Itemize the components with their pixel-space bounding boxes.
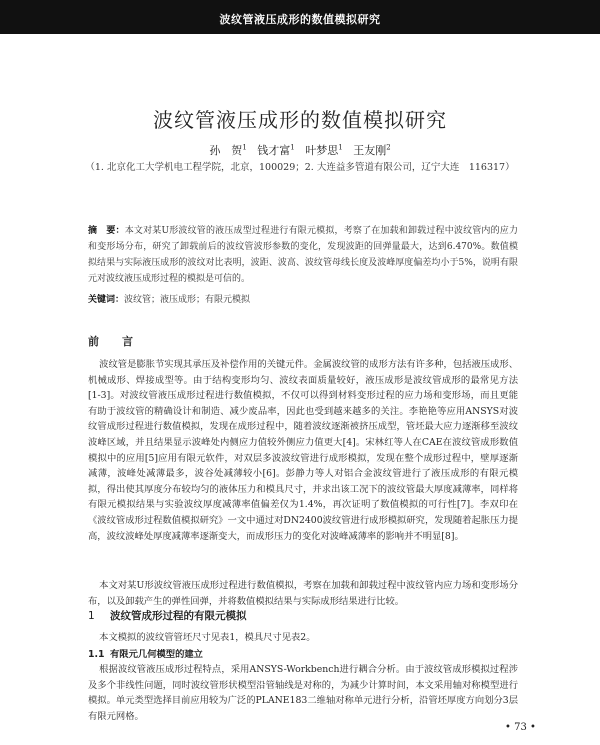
paragraph-intro: 波纹管是膨胀节实现其承压及补偿作用的关键元件。金属波纹管的成形方法有许多种，包括液压成形、机械成形、焊接成型等。由于结构变形均匀、波纹表面质量较好，液压成形是波纹管成形的最常见方法[1-3]。对波纹管液压成形过程进行数值模拟，不仅可以得到材料变形过程的应力场和变形场，而且更能有助于波纹管的精确设计和制造、减少废品率，因此也受到越来越多的关注。李艳艳等应用ANSYS对波纹管成形过程进行数值模拟，发现在成形过程中，随着波纹逐渐被挤压成型，管坯最大应力逐渐移至波纹波峰区域，并且结果显示波峰处内侧应力值较外侧应力值更大[4]。宋林红等人在CAE在波纹管成形数值模拟中的应用[5]应用有限元软件，对双层多波波纹管进行成形模拟，发现在整个成形过程中，壁厚逐渐减薄，波峰处减薄最多，波谷处减薄较小[6]。彭静力等人对铝合金波纹管进行了液压成形的有限元模拟，得出使其厚度分布较均匀的液体压力和模具尺寸，并求出该工况下的波纹管最大厚度减薄率，同样将有限元模拟结果与实验波纹厚度减薄率值偏差仅为1.4%，再次证明了数值模拟的可行性[7]。李双印在《波纹管成形过程数值模拟研究》一文中通过对DN2400波纹管进行成形模拟研究，发现随着起胀压力提高，波纹波峰处厚度减薄率逐渐变大，而成形压力的变化对波峰减薄率的影响并不明显[8]。 (88, 359, 518, 542)
author-4: 王友刚 (353, 144, 387, 157)
keywords-label: 关键词： (88, 295, 125, 305)
running-header: 波纹管液压成形的数值模拟研究 (219, 13, 381, 26)
abstract (88, 223, 518, 287)
paragraph-model: 根据波纹管液压成形过程特点，采用ANSYS-Workbench进行耦合分析。由于波纹管成形模拟过程涉及多个非线性问题，同时波纹管形状模型沿管轴线是对称的，为减少计算时间，本文采用轴对称模型进行模拟。单元类型选择目前应用较为广泛的PLANE183二维轴对称单元进行分析，沿管坯厚度方向划分3层有限元网格。 (88, 664, 518, 722)
keywords (88, 292, 518, 305)
page-number: • 73 • (505, 722, 536, 733)
section-1-title: 波纹管成形过程的有限元模拟 (110, 610, 247, 622)
abstract-text: 本文对某U形波纹管的液压成型过程进行有限元模拟，考察了在加载和卸载过程中波纹管内的应力和变形场分布，研究了卸载前后的波纹管波形参数的变化，发现波距的回弹量最大，达到6.470%。数值模拟结果与实际液压成形的波纹对比表明，波距、波高、波纹管母线长度及波峰厚度偏差均小于5%，说明有限元对波纹液压成形过程的模拟是可信的。 (88, 226, 518, 284)
subsection-1-1-heading (88, 646, 203, 660)
author-2: 钱才富 (257, 144, 291, 157)
paragraph-dimensions: 本文模拟的波纹管管坯尺寸见表1，模具尺寸见表2。 (99, 632, 316, 643)
paragraph-aim: 本文对某U形波纹管液压成形过程进行数值模拟，考察在加载和卸载过程中波纹管内应力场和变形场分布，以及卸载产生的弹性回弹，并将数值模拟结果与实际成形结果进行比较。 (88, 580, 518, 607)
authors-line (0, 142, 600, 158)
paper-title: 波纹管液压成形的数值模拟研究 (153, 108, 447, 132)
affiliation: （1. 北京化工大学机电工程学院，北京，100029；2. 大连益多管道有限公司，辽宁大连 116317） (85, 162, 515, 173)
subsection-1-1-title: 有限元几何模型的建立 (110, 649, 203, 660)
section-1-number: 1 (88, 610, 95, 622)
abstract-label: 摘 要： (88, 226, 125, 236)
author-3-mark: 1 (338, 143, 343, 152)
section-1-heading (88, 608, 247, 623)
author-4-mark: 2 (386, 143, 391, 152)
running-header-bar (0, 0, 600, 34)
author-2-mark: 1 (290, 143, 295, 152)
author-1: 孙 贺 (209, 144, 243, 157)
subsection-1-1-number: 1.1 (88, 649, 105, 660)
author-1-mark: 1 (242, 143, 247, 152)
author-3: 叶梦思 (305, 144, 339, 157)
keywords-text: 波纹管；液压成形；有限元模拟 (124, 295, 251, 305)
preface-heading: 前 言 (88, 335, 139, 348)
